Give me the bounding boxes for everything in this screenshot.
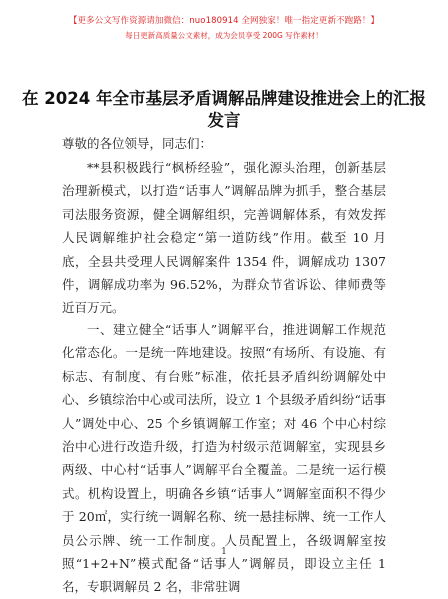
document-title: 在 2024 年全市基层矛盾调解品牌建设推进会上的汇报发言 (22, 89, 426, 130)
paragraph-section-one: 一、建立健全“话事人”调解平台，推进调解工作规范化常态化。一是统一阵地建设。按照“有场所、有设施、有标志、有制度、有台账”标准，依托县矛盾纠纷调解处中心、乡镇综治中心或司法所，设立 1 个县级矛盾纠纷“话事人”调处中心、25 个乡镇调解工作室；对 46 个中心村综治中心进行改造升级，打造为村级示范调解室，实现县乡两级、中心村“话事人”调解平台全覆盖。二是统一运行模式。机构设置上，明确各乡镇“话事人”调解室面积不得少于 20㎡，实行统一调解名称、统一悬挂标牌、统一工作人员公示牌、统一工作制度。人员配置上，各级调解室按照“1+2+N”模式配备“话事人”调解员，即设立主任 1 名，专职调解员 2 名，非常驻调 (62, 322, 386, 595)
paragraph-intro: **县积极践行“枫桥经验”，强化源头治理，创新基层治理新模式，以打造“话事人”调解品牌为抓手，整合基层司法服务资源，健全调解组织，完善调解体系，有效发挥人民调解维护社会稳定“第一道防线”作用。截至 10 月底，全县共受理人民调解案件 1354 件，调解成功 1307 件，调解成功率为 96.52%，为群众节省诉讼、律师费等近百万元。 (62, 160, 386, 316)
promo-banner-line2: 每日更新高质量公文素材，成为会员享受 200G 写作素材！ (125, 31, 323, 40)
salutation: 尊敬的各位领导，同志们： (62, 136, 213, 151)
page-number: 1 (221, 547, 227, 557)
promo-banner-line1: 【更多公文写作资源请加微信：nuo180914 全网独家！唯一指定更新不跑路！】 (68, 16, 380, 26)
promo-banner (0, 14, 448, 41)
